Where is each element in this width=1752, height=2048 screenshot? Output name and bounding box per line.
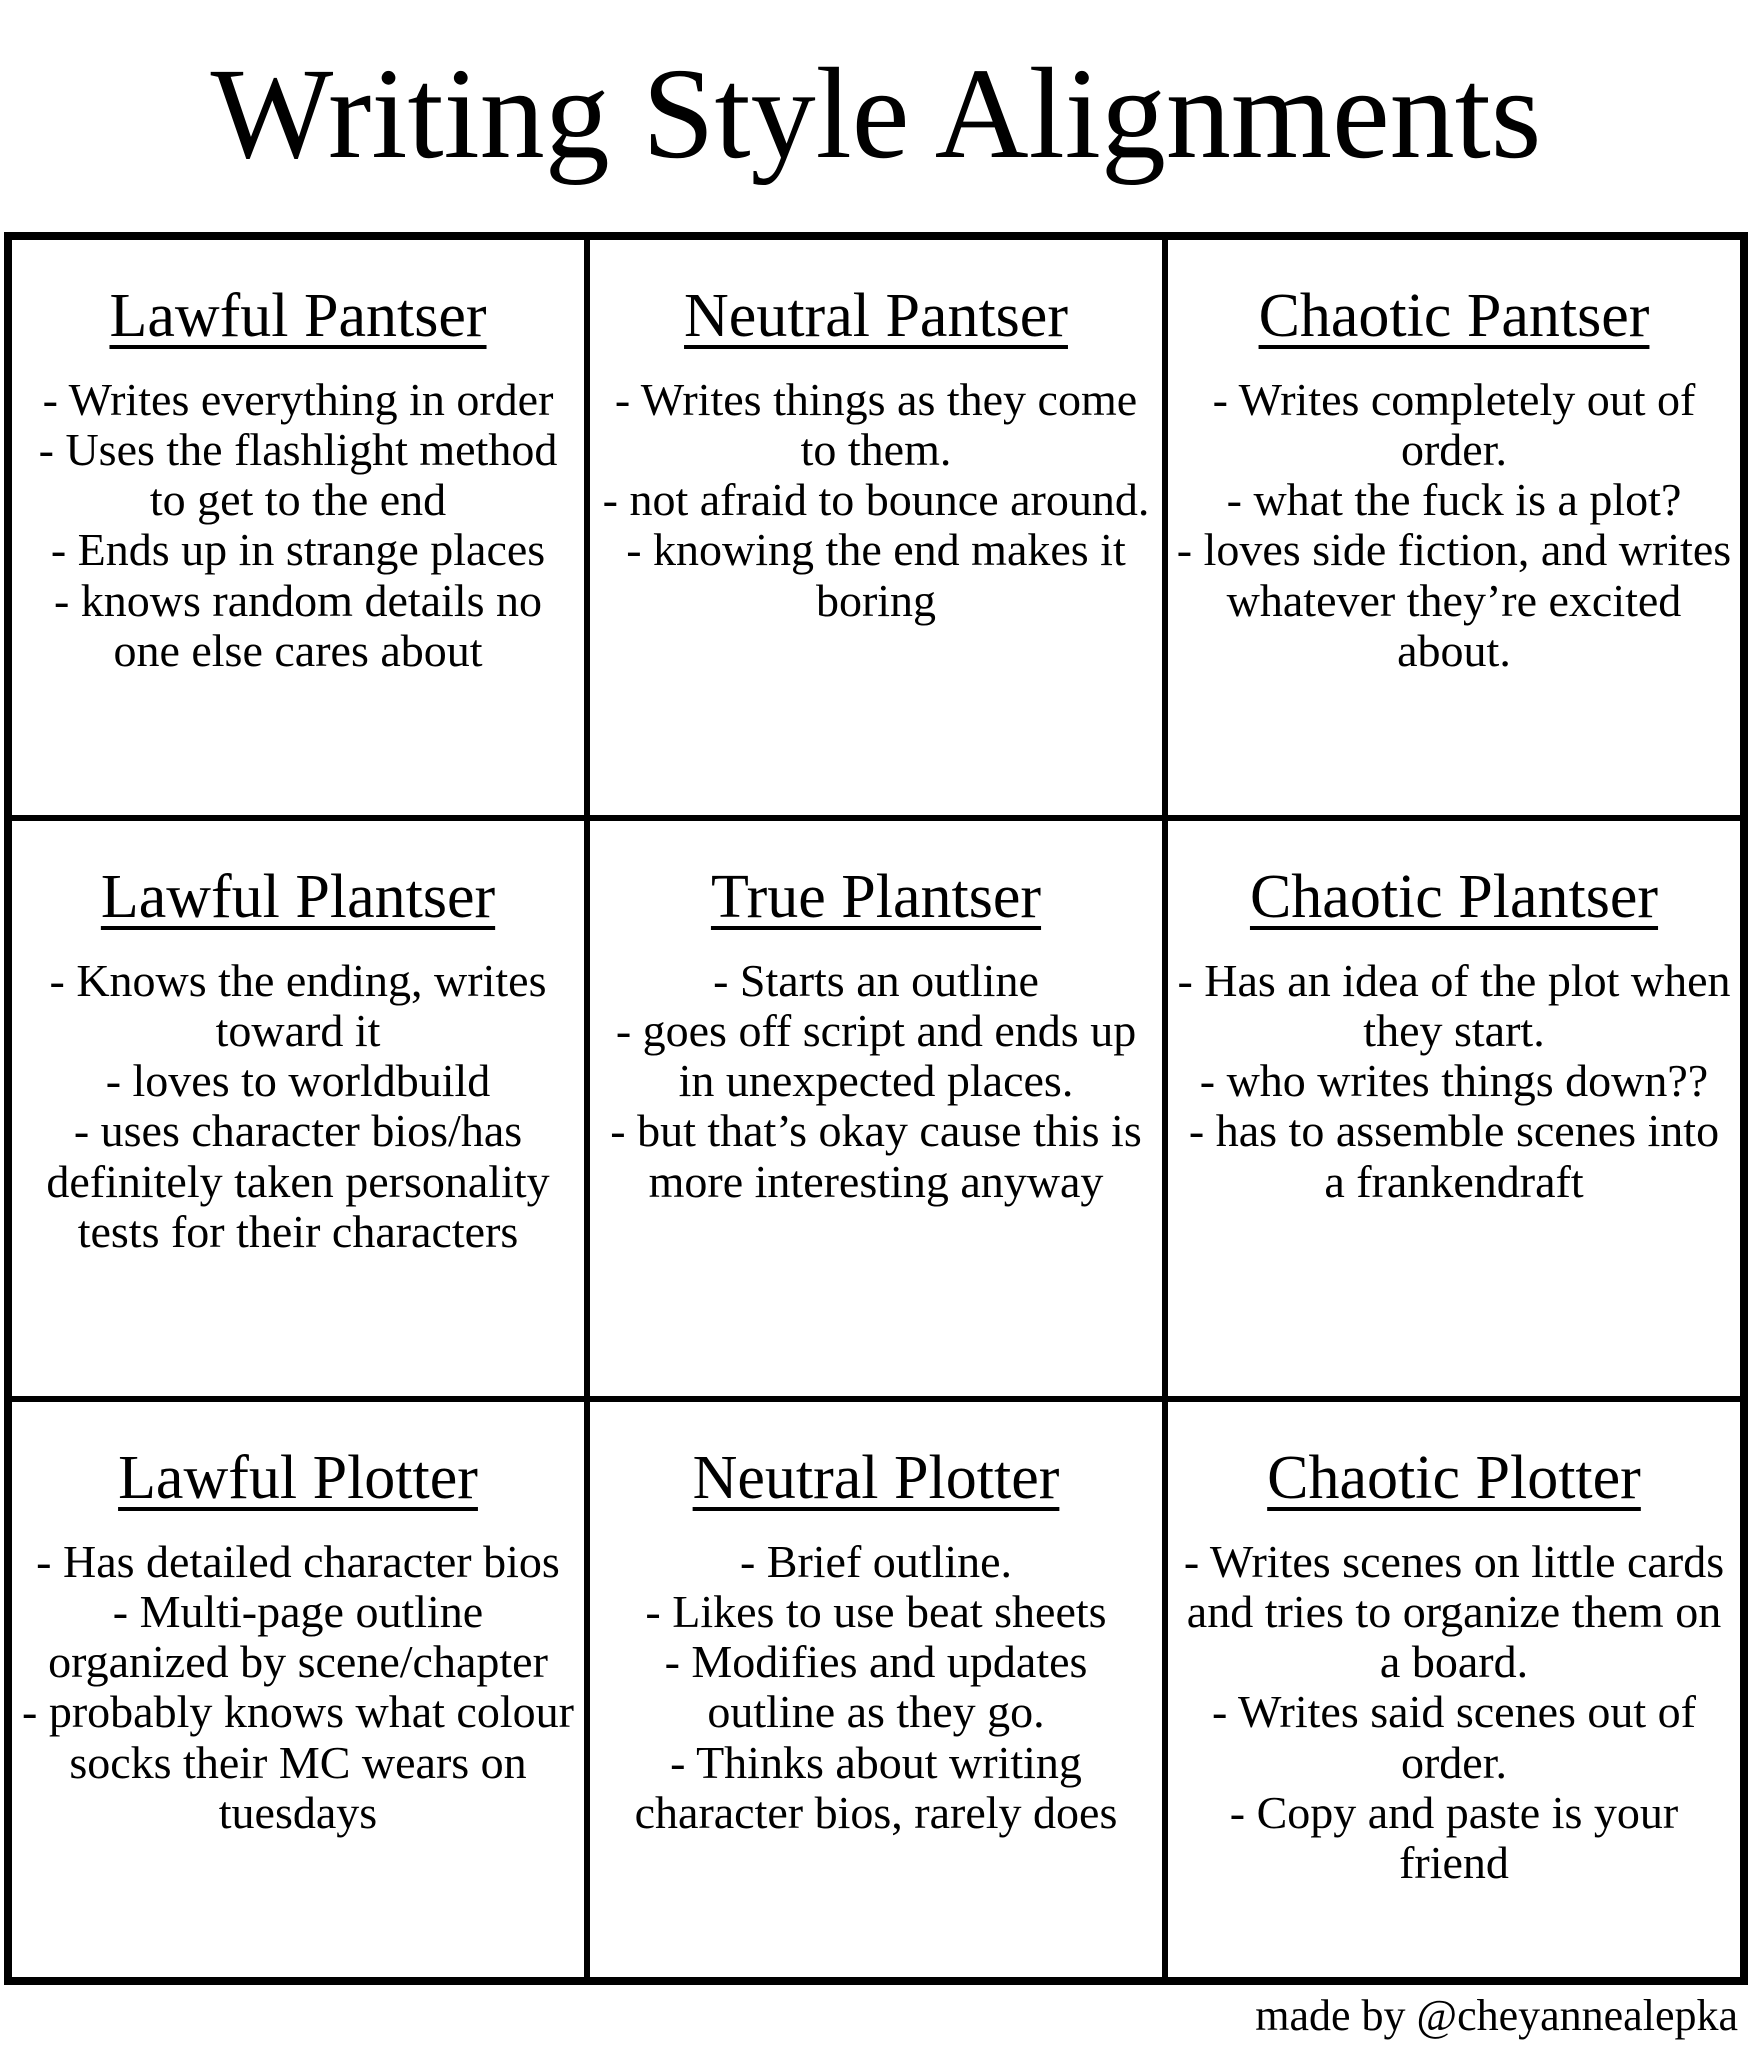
cell-bullet: - Writes said scenes out of order. (1211, 1686, 1696, 1788)
cell-bullet: - Modifies and updates outline as they go. (664, 1636, 1088, 1738)
grid-cell-lawful-plotter (12, 1402, 584, 1977)
cell-bullet: - Has an idea of the plot when they start. (1177, 955, 1731, 1057)
cell-heading: Chaotic Plotter (1267, 1444, 1641, 1512)
cell-bullet: - who writes things down?? (1199, 1055, 1709, 1107)
page-title: Writing Style Alignments (210, 42, 1542, 186)
cell-bullet: - knowing the end makes it boring (626, 524, 1126, 626)
cell-bullet: - goes off script and ends up in unexpected places. (615, 1005, 1137, 1107)
cell-bullet: - Writes completely out of order. (1212, 374, 1696, 476)
cell-bullet: - knows random details no one else cares about (53, 574, 543, 676)
cell-heading: Chaotic Plantser (1249, 863, 1659, 931)
grid-cell-lawful-pantser (12, 240, 584, 815)
cell-bullet: - Thinks about writing character bios, rarely does (634, 1736, 1118, 1838)
cell-bullet: - what the fuck is a plot? (1226, 474, 1682, 526)
alignment-grid (4, 232, 1748, 1985)
cell-bullet: - Writes scenes on little cards and tries to organize them on a board. (1183, 1536, 1725, 1688)
cell-bullet: - Multi-page outline organized by scene/chapter (48, 1586, 548, 1688)
grid-cell-true-plantser (590, 821, 1162, 1396)
cell-bullet: - Knows the ending, writes toward it (49, 955, 547, 1057)
grid-cell-chaotic-plantser (1168, 821, 1740, 1396)
cell-bullet: - Starts an outline (713, 955, 1039, 1007)
cell-bullet: - has to assemble scenes into a frankendraft (1188, 1105, 1720, 1207)
grid-cell-neutral-plotter (590, 1402, 1162, 1977)
cell-heading: Lawful Plantser (100, 863, 496, 931)
cell-heading: Lawful Pantser (109, 282, 487, 350)
cell-bullet: - Copy and paste is your friend (1229, 1786, 1679, 1888)
cell-heading: Chaotic Pantser (1258, 282, 1650, 350)
cell-bullet: - loves side fiction, and writes whatever they’re excited about. (1176, 524, 1732, 676)
credit-text: made by @cheyannealepka (1255, 1991, 1738, 2040)
cell-heading: Neutral Plotter (692, 1444, 1060, 1512)
cell-bullet: - Brief outline. (739, 1536, 1013, 1588)
cell-bullet: - Likes to use beat sheets (645, 1586, 1107, 1638)
cell-heading: Lawful Plotter (118, 1444, 478, 1512)
cell-heading: Neutral Pantser (684, 282, 1068, 350)
cell-bullet: - Has detailed character bios (36, 1536, 560, 1588)
cell-bullet: - not afraid to bounce around. (602, 474, 1150, 526)
cell-bullet: - Ends up in strange places (50, 524, 546, 576)
cell-heading: True Plantser (710, 863, 1042, 931)
cell-bullet: - loves to worldbuild (105, 1055, 491, 1107)
cell-bullet: - Writes things as they come to them. (614, 374, 1138, 476)
grid-cell-lawful-plantser (12, 821, 584, 1396)
cell-bullet: - Uses the flashlight method to get to the end (38, 424, 558, 526)
grid-cell-chaotic-plotter (1168, 1402, 1740, 1977)
cell-bullet: - uses character bios/has definitely taken personality tests for their characters (46, 1105, 550, 1257)
cell-bullet: - probably knows what colour socks their MC wears on tuesdays (22, 1686, 574, 1838)
cell-bullet: - Writes everything in order (42, 374, 554, 426)
cell-bullet: - but that’s okay cause this is more interesting anyway (610, 1105, 1142, 1207)
grid-cell-neutral-pantser (590, 240, 1162, 815)
grid-cell-chaotic-pantser (1168, 240, 1740, 815)
